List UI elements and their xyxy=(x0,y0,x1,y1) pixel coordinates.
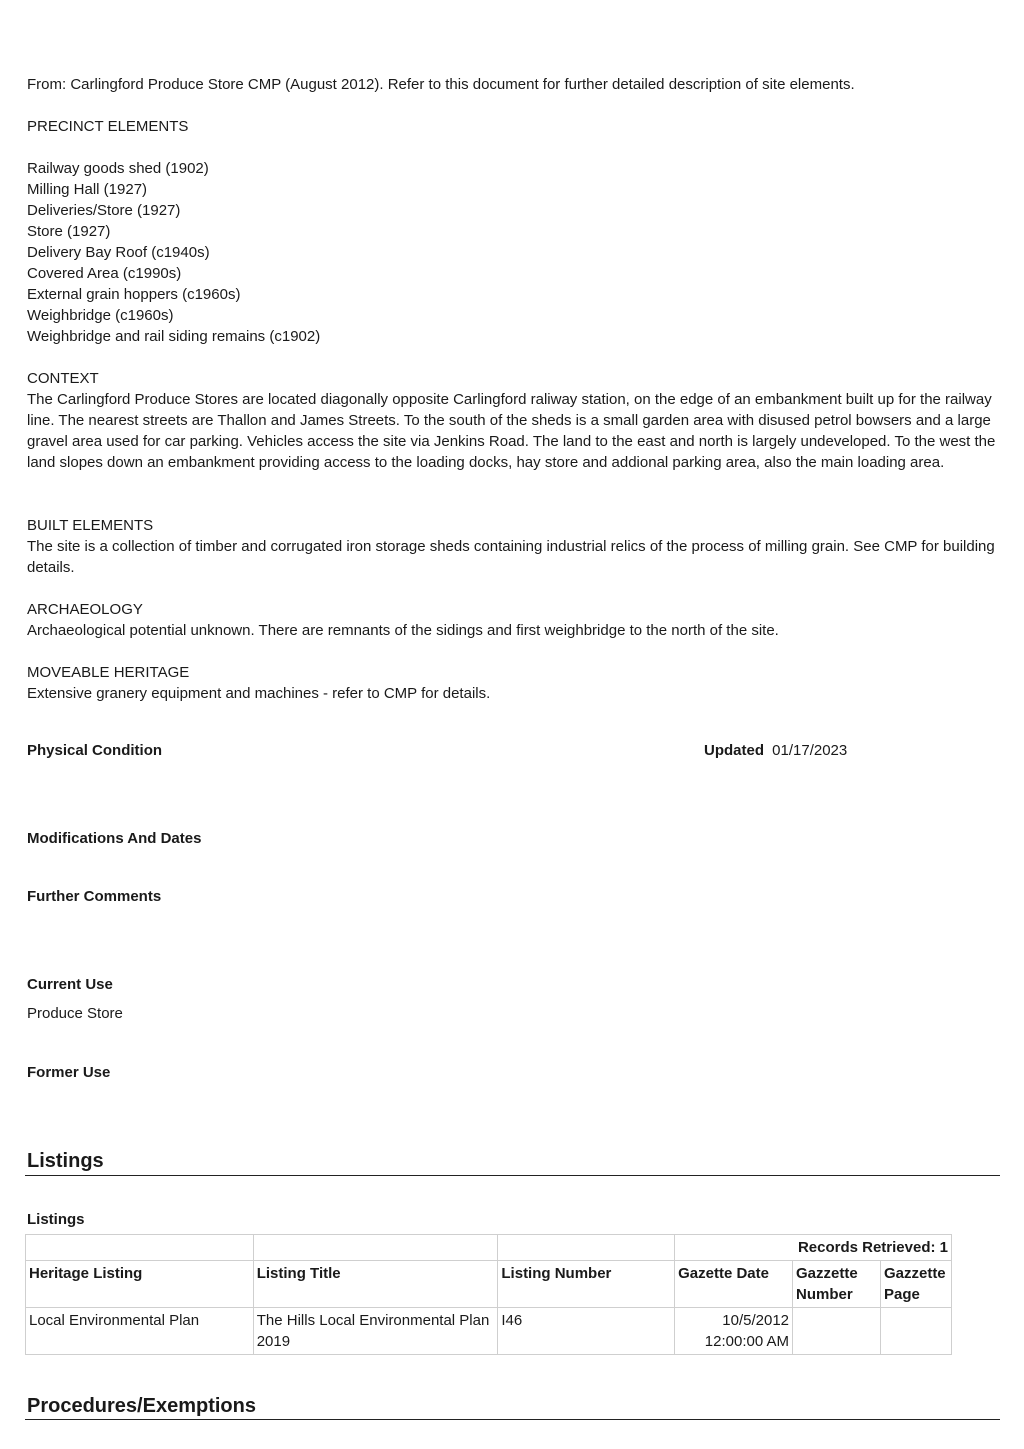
context-text: The Carlingford Produce Stores are located diagonally opposite Carlingford raliway station, on the edge of an embankment built up for the railway line. The nearest streets are Thallon and James Streets. To the south of the sheds is a small garden area with disused petrol bowsers and a large gravel area used for car parking. Vehicles access the site via Jenkins Road. The land to the east and north is largely undeveloped. To the west the land slopes down an embankment providing access to the loading docks, hay store and addional parking area, also the main loading area. xyxy=(27,391,996,471)
list-item: Milling Hall (1927) xyxy=(27,181,148,198)
precinct-list xyxy=(27,158,320,347)
list-item: Weighbridge and rail siding remains (c1902) xyxy=(27,328,321,345)
list-item: External grain hoppers (c1960s) xyxy=(27,286,241,303)
table-records-row xyxy=(26,1235,952,1261)
list-item: Store (1927) xyxy=(27,223,111,240)
listing-number-cell: I46 xyxy=(498,1308,675,1355)
column-header: Listing Number xyxy=(498,1261,675,1308)
column-header: Heritage Listing xyxy=(26,1261,254,1308)
gazette-page-cell xyxy=(880,1308,951,1355)
physical-condition-label: Physical Condition xyxy=(27,742,163,759)
column-header: Listing Title xyxy=(253,1261,498,1308)
updated-field xyxy=(704,740,847,761)
built-heading: BUILT ELEMENTS xyxy=(27,517,154,534)
table-header-row xyxy=(26,1261,952,1308)
gazette-date-cell: 10/5/2012 12:00:00 AM xyxy=(675,1308,793,1355)
current-use-value: Produce Store xyxy=(27,1005,123,1022)
source-line: From: Carlingford Produce Store CMP (August 2012). Refer to this document for further detailed description of site elements. xyxy=(27,76,855,93)
list-item: Weighbridge (c1960s) xyxy=(27,307,174,324)
moveable-text: Extensive granery equipment and machines - refer to CMP for details. xyxy=(27,685,491,702)
table-row xyxy=(26,1308,952,1355)
column-header: Gazzette Page xyxy=(880,1261,951,1308)
further-comments-label: Further Comments xyxy=(27,888,162,905)
column-header: Gazzette Number xyxy=(793,1261,881,1308)
list-item: Deliveries/Store (1927) xyxy=(27,202,181,219)
list-item: Delivery Bay Roof (c1940s) xyxy=(27,244,210,261)
column-header: Gazette Date xyxy=(675,1261,793,1308)
built-text: The site is a collection of timber and corrugated iron storage sheds containing industrial relics of the process of milling grain. See CMP for building details. xyxy=(27,538,995,576)
archaeology-heading: ARCHAEOLOGY xyxy=(27,601,143,618)
listings-sub-label: Listings xyxy=(27,1211,85,1228)
listings-table xyxy=(25,1234,952,1355)
context-heading: CONTEXT xyxy=(27,370,99,387)
former-use-label: Former Use xyxy=(27,1064,111,1081)
precinct-heading: PRECINCT ELEMENTS xyxy=(27,118,189,135)
current-use-label: Current Use xyxy=(27,976,113,993)
list-item: Railway goods shed (1902) xyxy=(27,160,209,177)
records-retrieved: Records Retrieved: 1 xyxy=(675,1235,952,1261)
moveable-heading: MOVEABLE HERITAGE xyxy=(27,664,190,681)
listings-rule xyxy=(25,1175,1000,1176)
listing-title-cell: The Hills Local Environmental Plan 2019 xyxy=(253,1308,498,1355)
updated-value: 01/17/2023 xyxy=(772,742,848,759)
listings-heading: Listings xyxy=(27,1150,104,1172)
gazette-number-cell xyxy=(793,1308,881,1355)
procedures-heading: Procedures/Exemptions xyxy=(27,1395,256,1417)
updated-label: Updated xyxy=(704,742,764,759)
procedures-rule xyxy=(25,1419,1000,1420)
archaeology-text: Archaeological potential unknown. There are remnants of the sidings and first weighbridge to the north of the site. xyxy=(27,622,779,639)
modifications-label: Modifications And Dates xyxy=(27,830,202,847)
list-item: Covered Area (c1990s) xyxy=(27,265,182,282)
heritage-listing-cell: Local Environmental Plan xyxy=(26,1308,254,1355)
